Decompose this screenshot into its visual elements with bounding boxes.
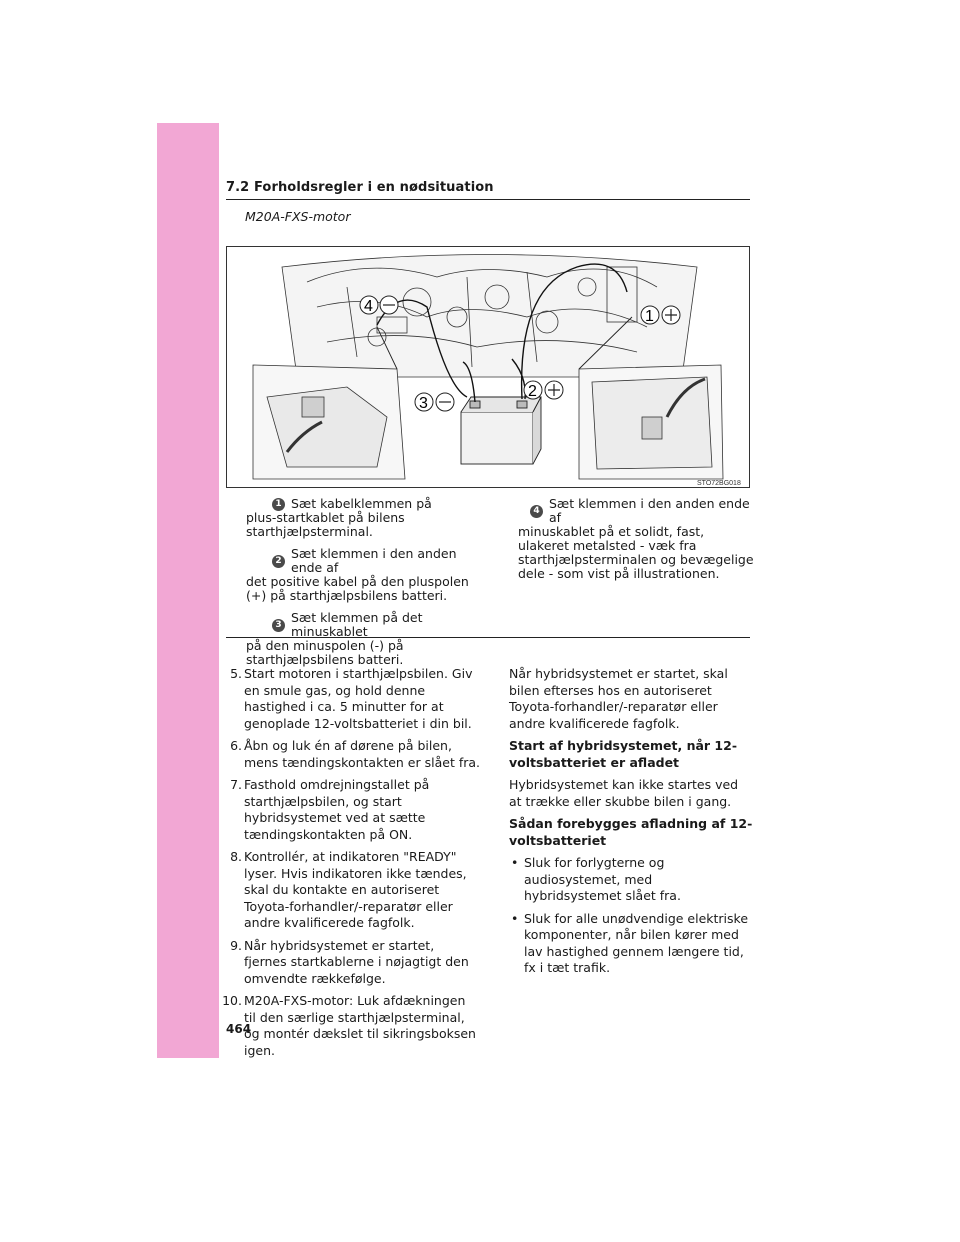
page-number: 464 xyxy=(226,1022,252,1036)
step-text: minuskablet på et solidt, fast, ulakeret metalsted - væk fra starthjælpsterminalen og bevægelige dele - som vist på illustrationen. xyxy=(518,524,754,581)
list-item: 6. Åbn og luk én af dørene på bilen, mens tændingskontakten er slået fra. xyxy=(230,738,480,770)
steps-left-column xyxy=(246,497,476,675)
svg-text:3: 3 xyxy=(419,395,428,412)
step-number-badge: 4 xyxy=(530,505,543,518)
list-item: 7. Fasthold omdrejningstallet på starthjælpsbilen, og start hybridsystemet ved at sætte tændingskontakten på ON. xyxy=(230,777,430,842)
svg-text:4: 4 xyxy=(364,298,373,315)
section-title: 7.2 Forholdsregler i en nødsituation xyxy=(226,180,494,195)
bullet-item: • Sluk for alle unødvendige elektriske komponenter, når bilen kører med lav hastighed gennem længere tid, fx i tæt trafik. xyxy=(511,910,749,975)
right-inset-drawing xyxy=(579,365,723,479)
figure-code: STO72BG018 xyxy=(697,480,741,487)
figure-subtitle: M20A-FXS-motor xyxy=(245,209,351,224)
right-column xyxy=(509,666,753,983)
step-number-badge: 3 xyxy=(272,619,285,632)
list-item: 9. Når hybridsystemet er startet, fjernes startkablerne i nøjagtigt den omvendte rækkefølge. xyxy=(230,937,469,986)
list-item: 5. Start motoren i starthjælpsbilen. Giv en smule gas, og hold denne hastighed i ca. 5 minutter for at genoplade 12-voltsbatteriet i din bil. xyxy=(230,666,473,731)
step-text: det positive kabel på den pluspolen (+) på starthjælpsbilens batteri. xyxy=(246,574,469,603)
callout-2 xyxy=(524,381,563,400)
step-number-badge: 2 xyxy=(272,555,285,568)
step-item: 1 Sæt kabelklemmen på plus-startkablet på bilens starthjælpsterminal. xyxy=(246,497,476,539)
section-divider xyxy=(226,637,750,638)
intro-paragraph: Når hybridsystemet er startet, skal bilen efterses hos en autoriseret Toyota-forhandler/-reparatør eller andre kvalificerede fagfolk. xyxy=(509,666,728,731)
booster-battery-drawing xyxy=(461,397,541,464)
step-item: 3 Sæt klemmen på det minuskablet på den minuspolen (-) på starthjælpsbilens batteri. xyxy=(246,611,476,667)
section-header xyxy=(226,180,750,200)
heading-flat-battery: Start af hybridsystemet, når 12-voltsbatteriet er afladet xyxy=(509,738,738,770)
jump-start-illustration xyxy=(226,246,750,488)
svg-text:2: 2 xyxy=(528,383,537,400)
step-item: 2 Sæt klemmen i den anden ende af det positive kabel på den pluspolen (+) på starthjælpsbilens batteri. xyxy=(246,547,476,603)
steps-right-column xyxy=(518,497,754,589)
step-number-badge: 1 xyxy=(272,498,285,511)
engine-bay-drawing xyxy=(282,255,697,378)
callout-3 xyxy=(415,393,454,412)
list-item: 8. Kontrollér, at indikatoren "READY" lyser. Hvis indikatoren ikke tændes, skal du kontakte en autoriseret Toyota-forhandler/-reparatør eller andre kvalificerede fagfolk. xyxy=(230,849,467,930)
heading-prevent-discharge: Sådan forebygges afladning af 12-voltsbatteriet xyxy=(509,816,753,848)
list-item: 10. M20A-FXS-motor: Luk afdækningen til den særlige starthjælpsterminal, og montér dækslet til sikringsboksen igen. xyxy=(222,993,476,1058)
step-text: plus-startkablet på bilens starthjælpsterminal. xyxy=(246,510,405,539)
left-inset-drawing xyxy=(253,365,405,479)
step-text: på den minuspolen (-) på starthjælpsbilens batteri. xyxy=(246,638,404,667)
bullet-item: • Sluk for forlygterne og audiosystemet, med hybridsystemet slået fra. xyxy=(511,855,681,903)
numbered-list xyxy=(210,666,480,1065)
svg-text:1: 1 xyxy=(645,308,654,325)
step-item: 4 Sæt klemmen i den anden ende af minuskablet på et solidt, fast, ulakeret metalsted - væk fra starthjælpsterminalen og bevægelige dele - som vist på illustrationen. xyxy=(518,496,754,581)
paragraph-push-start: Hybridsystemet kan ikke startes ved at trække eller skubbe bilen i gang. xyxy=(509,777,739,809)
